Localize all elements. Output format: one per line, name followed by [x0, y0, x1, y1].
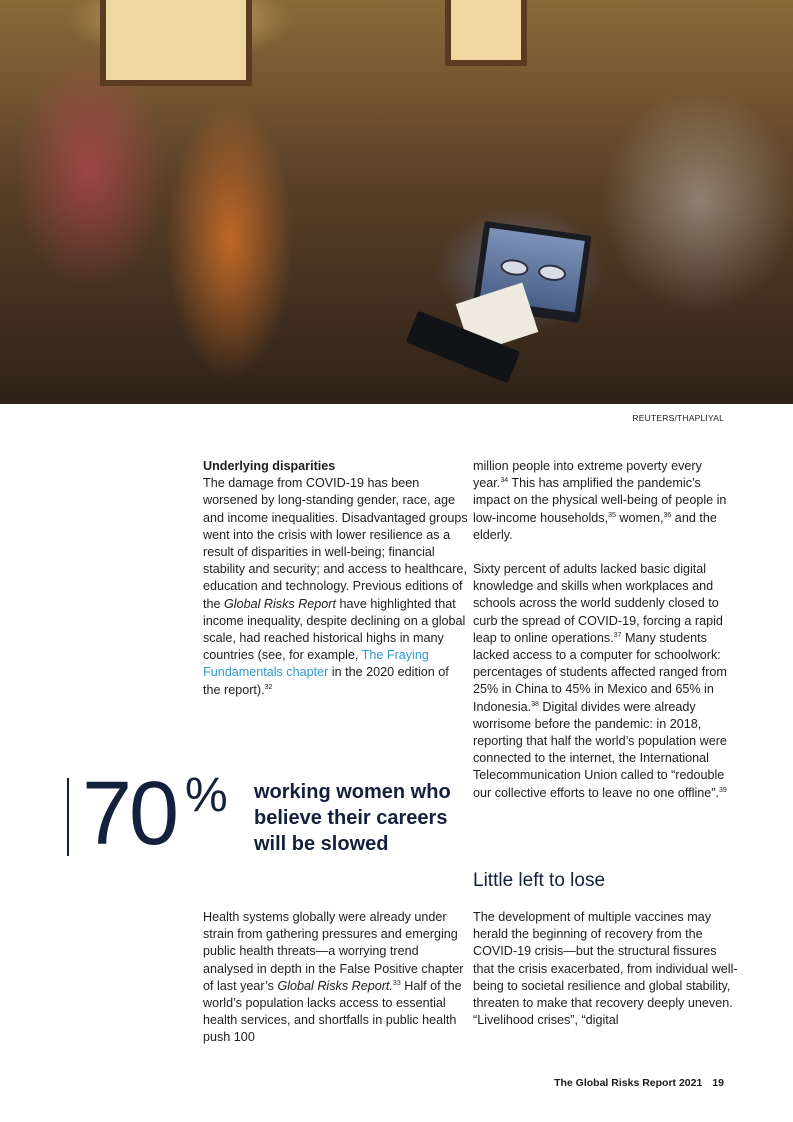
page-number: 19	[712, 1077, 724, 1089]
column-left-bottom	[203, 909, 468, 1064]
paragraph-digital-divide: Sixty percent of adults lacked basic digital knowledge and skills when workplaces and schools across the world suddenly closed to curb the spread of COVID-19, forcing a rapid leap to online operations.$^{37}$ Many students lacked access to a computer for schoolwork: percentages of students affected ranged from 25% in China to 45% in Mexico and 65% in Indonesia.$^{38}$ Digital divides were already worrisome before the pandemic: in 2018, reporting that half the world’s population were connected to the internet, the International Telecommunication Union called to “redouble our collective efforts to leave no one offline”.$^{39}$	[473, 562, 727, 800]
eye-scan-left-icon	[499, 258, 529, 278]
column-right-top	[473, 458, 738, 819]
hero-photo	[0, 0, 793, 404]
section-heading-little-left: Little left to lose	[473, 870, 606, 891]
column-left-top	[203, 458, 468, 716]
stat-description: working women who believe their careers will be slowed	[254, 781, 451, 855]
footer-report-title: The Global Risks Report 2021	[554, 1077, 703, 1089]
stat-number: 70	[82, 764, 177, 864]
stat-divider	[67, 778, 69, 856]
page-footer	[554, 1077, 724, 1089]
paragraph-inequalities: The damage from COVID-19 has been worsened by long-standing gender, race, age and income inequalities. Disadvantaged groups went into the crisis with lower resilience as a result of disparities in well-being; financial stability and security; and access to healthcare, education and technology. Previous editions of the Global Risks Report have highlighted that income inequality, despite declining on a global scale, had reached historical highs in many countries (see, for example, The Fraying Fundamentals chapter in the 2020 edition of the report).$^{32}$	[203, 476, 468, 697]
window-right	[445, 0, 527, 66]
column-right-bottom	[473, 909, 738, 1046]
paragraph-health-systems: Health systems globally were already under strain from gathering pressures and emerging public health threats—a worrying trend analysed in depth in the False Positive chapter of last year’s Global Risks Report.$^{33}$ Half of the world’s population lacks access to essential health services, and shortfalls in public health push 100	[203, 910, 464, 1045]
stat-percent-sign: %	[185, 769, 228, 822]
paragraph-vaccines: The development of multiple vaccines may herald the beginning of recovery from the COVID-19 crisis—but the structural fissures that the crisis exacerbated, from individual well-being to societal resilience and global stability, threaten to make that recovery deeply uneven. “Livelihood crises”, “digital	[473, 910, 738, 1028]
window-left	[100, 0, 252, 86]
photo-credit: REUTERS/THAPLIYAL	[632, 413, 724, 423]
eye-scan-right-icon	[537, 263, 567, 283]
section-heading: Underlying disparities	[203, 459, 336, 473]
paragraph-poverty: million people into extreme poverty every year.$^{34}$ This has amplified the pandemic’s impact on the physical well-being of people in low-income households,$^{35}$ women,$^{36}$ and the elderly.	[473, 459, 727, 542]
fraying-fundamentals-link[interactable]: The Fraying Fundamentals chapter	[203, 648, 429, 680]
